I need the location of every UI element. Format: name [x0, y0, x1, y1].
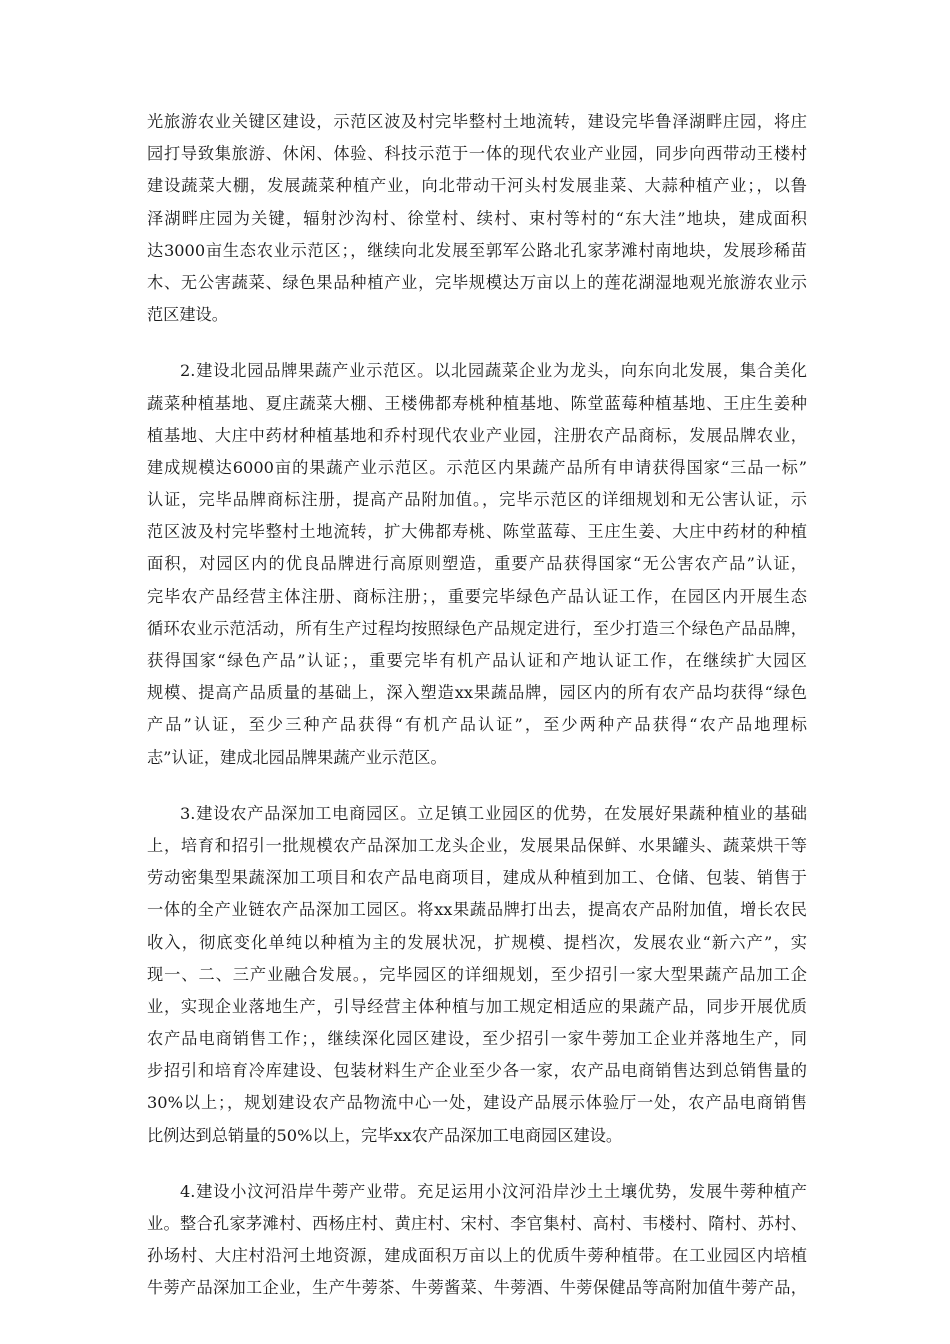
paragraph-1-continuation — [147, 106, 807, 331]
text-line: 蔬菜种植基地、夏庄蔬菜大棚、王楼佛都寿桃种植基地、陈堂蓝莓种植基地、王庄生姜种 — [147, 393, 807, 413]
text-line: 完毕农产品经营主体注册、商标注册；，重要完毕绿色产品认证工作，在园区内开展生态 — [147, 586, 807, 606]
text-line: 木、无公害蔬菜、绿色果品种植产业，完毕规模达万亩以上的莲花湖湿地观光旅游农业示 — [147, 272, 807, 292]
text-line: 劳动密集型果蔬深加工项目和农产品电商项目，建成从种植到加工、仓储、包装、销售于 — [147, 868, 807, 888]
text-line: 产品”认证，至少三种产品获得“有机产品认证”，至少两种产品获得“农产品地理标 — [147, 715, 807, 735]
text-line: 志”认证，建成北园品牌果蔬产业示范区。 — [147, 747, 447, 767]
paragraph-3-ecommerce-park — [147, 798, 807, 1152]
text-line: 光旅游农业关键区建设，示范区波及村完毕整村土地流转，建设完毕鲁泽湖畔庄园，将庄 — [147, 112, 807, 131]
text-line: 循环农业示范活动，所有生产过程均按照绿色产品规定进行，至少打造三个绿色产品品牌， — [147, 618, 807, 638]
text-line: 农产品电商销售工作；，继续深化园区建设，至少招引一家牛蒡加工企业并落地生产，同 — [147, 1029, 807, 1049]
text-line: 收入，彻底变化单纯以种植为主的发展状况，扩规模、提档次，发展农业“新六产”，实 — [147, 932, 807, 952]
text-line: 上，培育和招引一批规模农产品深加工龙头企业，发展果品保鲜、水果罐头、蔬菜烘干等 — [147, 835, 807, 855]
document-page — [147, 106, 807, 1329]
text-line: 一体的全产业链农产品深加工园区。将xx果蔬品牌打出去，提高农产品附加值，增长农民 — [147, 900, 807, 920]
text-line: 达3000亩生态农业示范区；，继续向北发展至郭军公路北孔家茅滩村南地块，发展珍稀苗 — [147, 240, 807, 260]
text-line: 获得国家“绿色产品”认证；，重要完毕有机产品认证和产地认证工作，在继续扩大园区 — [147, 651, 807, 670]
text-line: 植基地、大庄中药材种植基地和乔村现代农业产业园，注册农产品商标，发展品牌农业， — [147, 425, 807, 445]
text-line: 2.建设北园品牌果蔬产业示范区。以北园蔬菜企业为龙头，向东向北发展，集合美化 — [180, 361, 807, 381]
text-line: 业。整合孔家茅滩村、西杨庄村、黄庄村、宋村、李官集村、高村、韦楼村、隋村、苏村、 — [147, 1214, 807, 1233]
text-line: 范区波及村完毕整村土地流转，扩大佛都寿桃、陈堂蓝莓、王庄生姜、大庄中药材的种植 — [147, 522, 807, 542]
text-line: 范区建设。 — [147, 305, 228, 325]
text-line: 现一、二、三产业融合发展。，完毕园区的详细规划，至少招引一家大型果蔬产品加工企 — [147, 964, 807, 984]
text-line: 牛蒡产品深加工企业，生产牛蒡茶、牛蒡酱菜、牛蒡酒、牛蒡保健品等高附加值牛蒡产品， — [147, 1278, 807, 1298]
text-line: 园打导致集旅游、休闲、体验、科技示范于一体的现代农业产业园，同步向西带动王楼村 — [147, 144, 807, 164]
text-line: 规模、提高产品质量的基础上，深入塑造xx果蔬品牌，园区内的所有农产品均获得“绿色 — [147, 683, 807, 703]
text-line: 面积，对园区内的优良品牌进行高原则塑造，重要产品获得国家“无公害农产品”认证， — [147, 554, 807, 574]
text-line: 步招引和培育冷库建设、包装材料生产企业至少各一家，农产品电商销售达到总销售量的 — [147, 1061, 807, 1081]
text-line: 4.建设小汶河沿岸牛蒡产业带。充足运用小汶河沿岸沙土土壤优势，发展牛蒡种植产 — [180, 1181, 807, 1201]
paragraph-4-burdock-belt — [147, 1176, 807, 1305]
text-line: 建设蔬菜大棚，发展蔬菜种植产业，向北带动干河头村发展韭菜、大蒜种植产业；，以鲁 — [147, 176, 807, 196]
text-line: 泽湖畔庄园为关键，辐射沙沟村、徐堂村、续村、束村等村的“东大洼”地块，建成面积 — [147, 208, 807, 228]
paragraph-2-north-garden — [147, 355, 807, 773]
text-line: 30%以上；，规划建设农产品物流中心一处，建设产品展示体验厅一处，农产品电商销售 — [147, 1093, 807, 1113]
text-line: 3.建设农产品深加工电商园区。立足镇工业园区的优势，在发展好果蔬种植业的基础 — [180, 803, 807, 823]
text-line: 比例达到总销量的50%以上，完毕xx农产品深加工电商园区建设。 — [147, 1125, 623, 1145]
text-line: 业，实现企业落地生产，引导经营主体种植与加工规定相适应的果蔬产品，同步开展优质 — [147, 996, 807, 1016]
text-line: 孙场村、大庄村沿河土地资源，建成面积万亩以上的优质牛蒡种植带。在工业园区内培植 — [147, 1246, 807, 1266]
text-line: 建成规模达6000亩的果蔬产业示范区。示范区内果蔬产品所有申请获得国家“三品一标” — [147, 457, 807, 477]
text-line: 认证，完毕品牌商标注册，提高产品附加值。，完毕示范区的详细规划和无公害认证，示 — [147, 490, 807, 510]
